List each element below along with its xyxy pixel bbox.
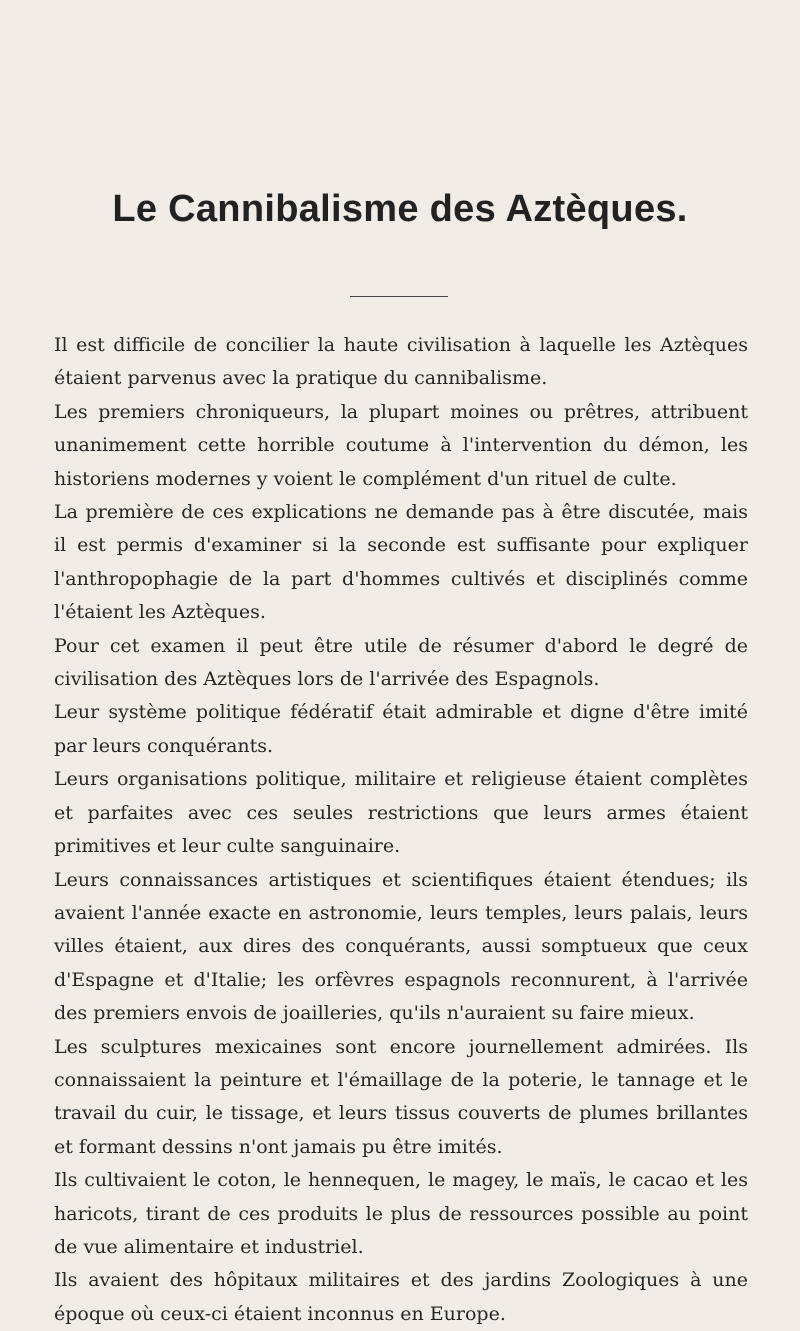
paragraph: Il est difficile de concilier la haute civilisation à laquelle les Aztèques étaient parvenus avec la pratique du cannibalisme. <box>54 334 748 390</box>
title-divider <box>350 296 448 297</box>
paragraph: Leur système politique fédératif était admirable et digne d'être imité par leurs conquérants. <box>54 701 748 757</box>
paragraph: La première de ces explications ne demande pas à être discutée, mais il est permis d'examiner si la seconde est suffisante pour expliquer l'anthropophagie de la part d'hommes cultivés et disciplinés comme l'étaient les Aztèques. <box>54 501 748 624</box>
paragraph: Les sculptures mexicaines sont encore journellement admirées. Ils connaissaient la peinture et l'émaillage de la poterie, le tannage et le travail du cuir, le tissage, et leurs tissus couverts de plumes brillantes et formant dessins n'ont jamais pu être imités. <box>54 1035 748 1158</box>
page-title: Le Cannibalisme des Aztèques. <box>112 188 688 230</box>
paragraph: Ils cultivaient le coton, le hennequen, le magey, le maïs, le cacao et les haricots, tirant de ces produits le plus de ressources possible au point de vue alimentaire et industriel. <box>54 1169 748 1258</box>
paragraph: Leurs connaissances artistiques et scientifiques étaient étendues; ils avaient l'année exacte en astronomie, leurs temples, leurs palais, leurs villes étaient, aux dires des conquérants, aussi somptueux que ceux d'Espagne et d'Italie; les orfèvres espagnols reconnurent, à l'arrivée des premiers envois de joailleries, qu'ils n'auraient su faire mieux. <box>54 868 748 1025</box>
paragraph: Leurs organisations politique, militaire et religieuse étaient complètes et parfaites avec ces seules restrictions que leurs armes étaient primitives et leur culte sanguinaire. <box>54 768 748 858</box>
body-text <box>54 329 748 1331</box>
paragraph: Ils avaient des hôpitaux militaires et des jardins Zoologiques à une époque où ceux-ci étaient inconnus en Europe. <box>54 1269 748 1325</box>
paragraph: Les premiers chroniqueurs, la plupart moines ou prêtres, attribuent unanimement cette horrible coutume à l'intervention du démon, les historiens modernes y voient le complément d'un rituel de culte. <box>54 400 748 490</box>
paragraph: Pour cet examen il peut être utile de résumer d'abord le degré de civilisation des Aztèques lors de l'arrivée des Espagnols. <box>54 634 748 691</box>
